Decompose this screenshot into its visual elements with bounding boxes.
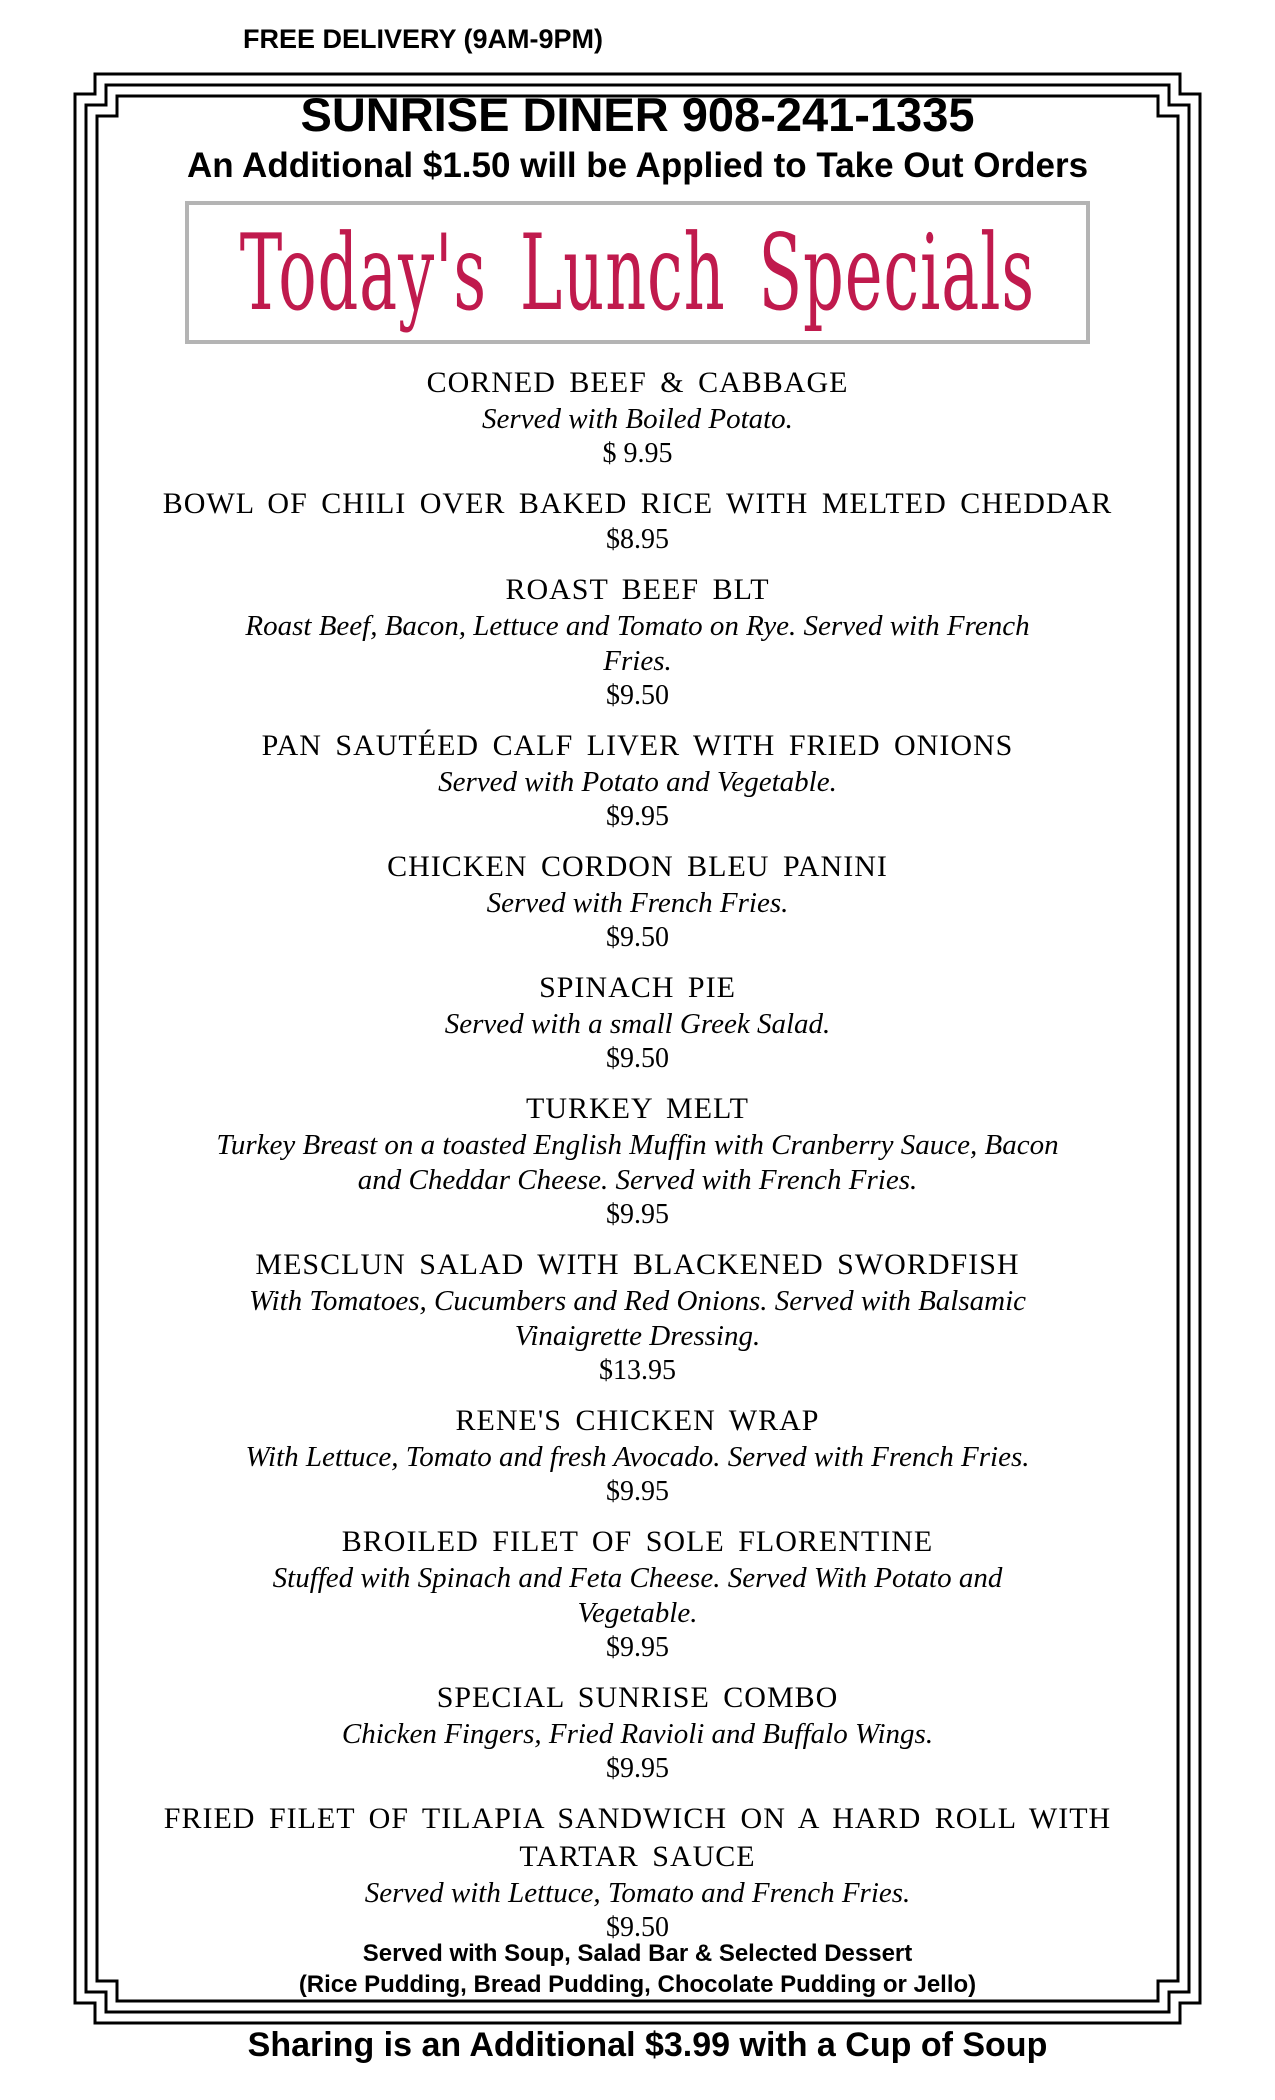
menu-item-description: Served with Potato and Vegetable. [438, 766, 837, 798]
menu-item-name: CORNED BEEF & CABBAGE [426, 366, 849, 399]
menu-item-price: $8.95 [606, 524, 669, 555]
menu-item-description: Served with French Fries. [486, 887, 789, 919]
menu-item [75, 1800, 1200, 1945]
menu-item-price: $9.95 [606, 1476, 669, 1507]
menu-item [75, 1246, 1200, 1388]
menu-item-name: RENE'S CHICKEN WRAP [455, 1404, 820, 1437]
menu-item-price: $9.95 [606, 1632, 669, 1663]
free-delivery-banner: FREE DELIVERY (9AM-9PM) [242, 24, 604, 54]
menu-item-price: $9.50 [606, 922, 669, 953]
menu-item-price: $9.50 [606, 680, 669, 711]
included-sides-line1: Served with Soup, Salad Bar & Selected Dessert [362, 1940, 913, 1967]
menu-item-price: $13.95 [599, 1355, 676, 1386]
menu-item-description: Served with Boiled Potato. [482, 403, 793, 435]
menu-item-description: With Lettuce, Tomato and fresh Avocado. Served with French Fries. [245, 1441, 1030, 1473]
menu-item-description: Served with Lettuce, Tomato and French Fries. [364, 1877, 911, 1909]
menu-item-price: $9.50 [606, 1043, 669, 1074]
menu-item-name: SPINACH PIE [539, 971, 736, 1004]
menu-item [75, 848, 1200, 955]
menu-item-description: Turkey Breast on a toasted English Muffin with Cranberry Sauce, Bacon and Cheddar Cheese. Served with French Fries. [216, 1129, 1059, 1196]
menu-item-price: $9.95 [606, 1753, 669, 1784]
page-title: SUNRISE DINER 908-241-1335 [300, 88, 975, 141]
menu-item-description: Stuffed with Spinach and Feta Cheese. Served With Potato and Vegetable. [272, 1562, 1003, 1629]
menu-item [75, 1679, 1200, 1786]
menu-item-price: $9.95 [606, 801, 669, 832]
included-sides-line2: (Rice Pudding, Bread Pudding, Chocolate Pudding or Jello) [298, 1971, 977, 1998]
menu-item [75, 1402, 1200, 1509]
sharing-note: Sharing is an Additional $3.99 with a Cup of Soup [247, 2026, 1048, 2064]
menu-item-name: SPECIAL SUNRISE COMBO [436, 1681, 839, 1714]
menu-item-name: BOWL OF CHILI OVER BAKED RICE WITH MELTED CHEDDAR [162, 487, 1113, 520]
menu-item-name: FRIED FILET OF TILAPIA SANDWICH ON A HARD ROLL WITH TARTAR SAUCE [163, 1802, 1112, 1873]
menu-item-price: $9.95 [606, 1199, 669, 1230]
menu-item-description: Served with a small Greek Salad. [444, 1008, 831, 1040]
menu-list [75, 364, 1200, 1945]
menu-item [75, 727, 1200, 834]
specials-title-box [185, 201, 1090, 344]
menu-item-name: TURKEY MELT [526, 1092, 749, 1125]
menu-item [75, 571, 1200, 713]
specials-title: Today's Lunch Specials [239, 211, 1036, 334]
menu-item [75, 1523, 1200, 1665]
takeout-note: An Additional $1.50 will be Applied to Take Out Orders [186, 146, 1089, 185]
menu-item [75, 969, 1200, 1076]
menu-item-price: $ 9.95 [602, 438, 673, 469]
menu-item-name: BROILED FILET OF SOLE FLORENTINE [341, 1525, 934, 1558]
menu-content [75, 74, 1200, 1959]
menu-item-name: CHICKEN CORDON BLEU PANINI [387, 850, 888, 883]
menu-item [75, 1090, 1200, 1232]
menu-item [75, 364, 1200, 471]
included-sides-note [75, 1938, 1200, 2000]
menu-item [75, 485, 1200, 557]
menu-item-description: With Tomatoes, Cucumbers and Red Onions. Served with Balsamic Vinaigrette Dressing. [248, 1285, 1027, 1352]
menu-item-name: MESCLUN SALAD WITH BLACKENED SWORDFISH [255, 1248, 1020, 1281]
menu-item-name: ROAST BEEF BLT [505, 573, 770, 606]
menu-item-name: PAN SAUTÉED CALF LIVER WITH FRIED ONIONS [261, 729, 1014, 762]
menu-item-description: Chicken Fingers, Fried Ravioli and Buffalo Wings. [341, 1718, 934, 1750]
menu-item-price: $9.50 [606, 1912, 669, 1943]
menu-item-description: Roast Beef, Bacon, Lettuce and Tomato on Rye. Served with French Fries. [245, 610, 1030, 677]
